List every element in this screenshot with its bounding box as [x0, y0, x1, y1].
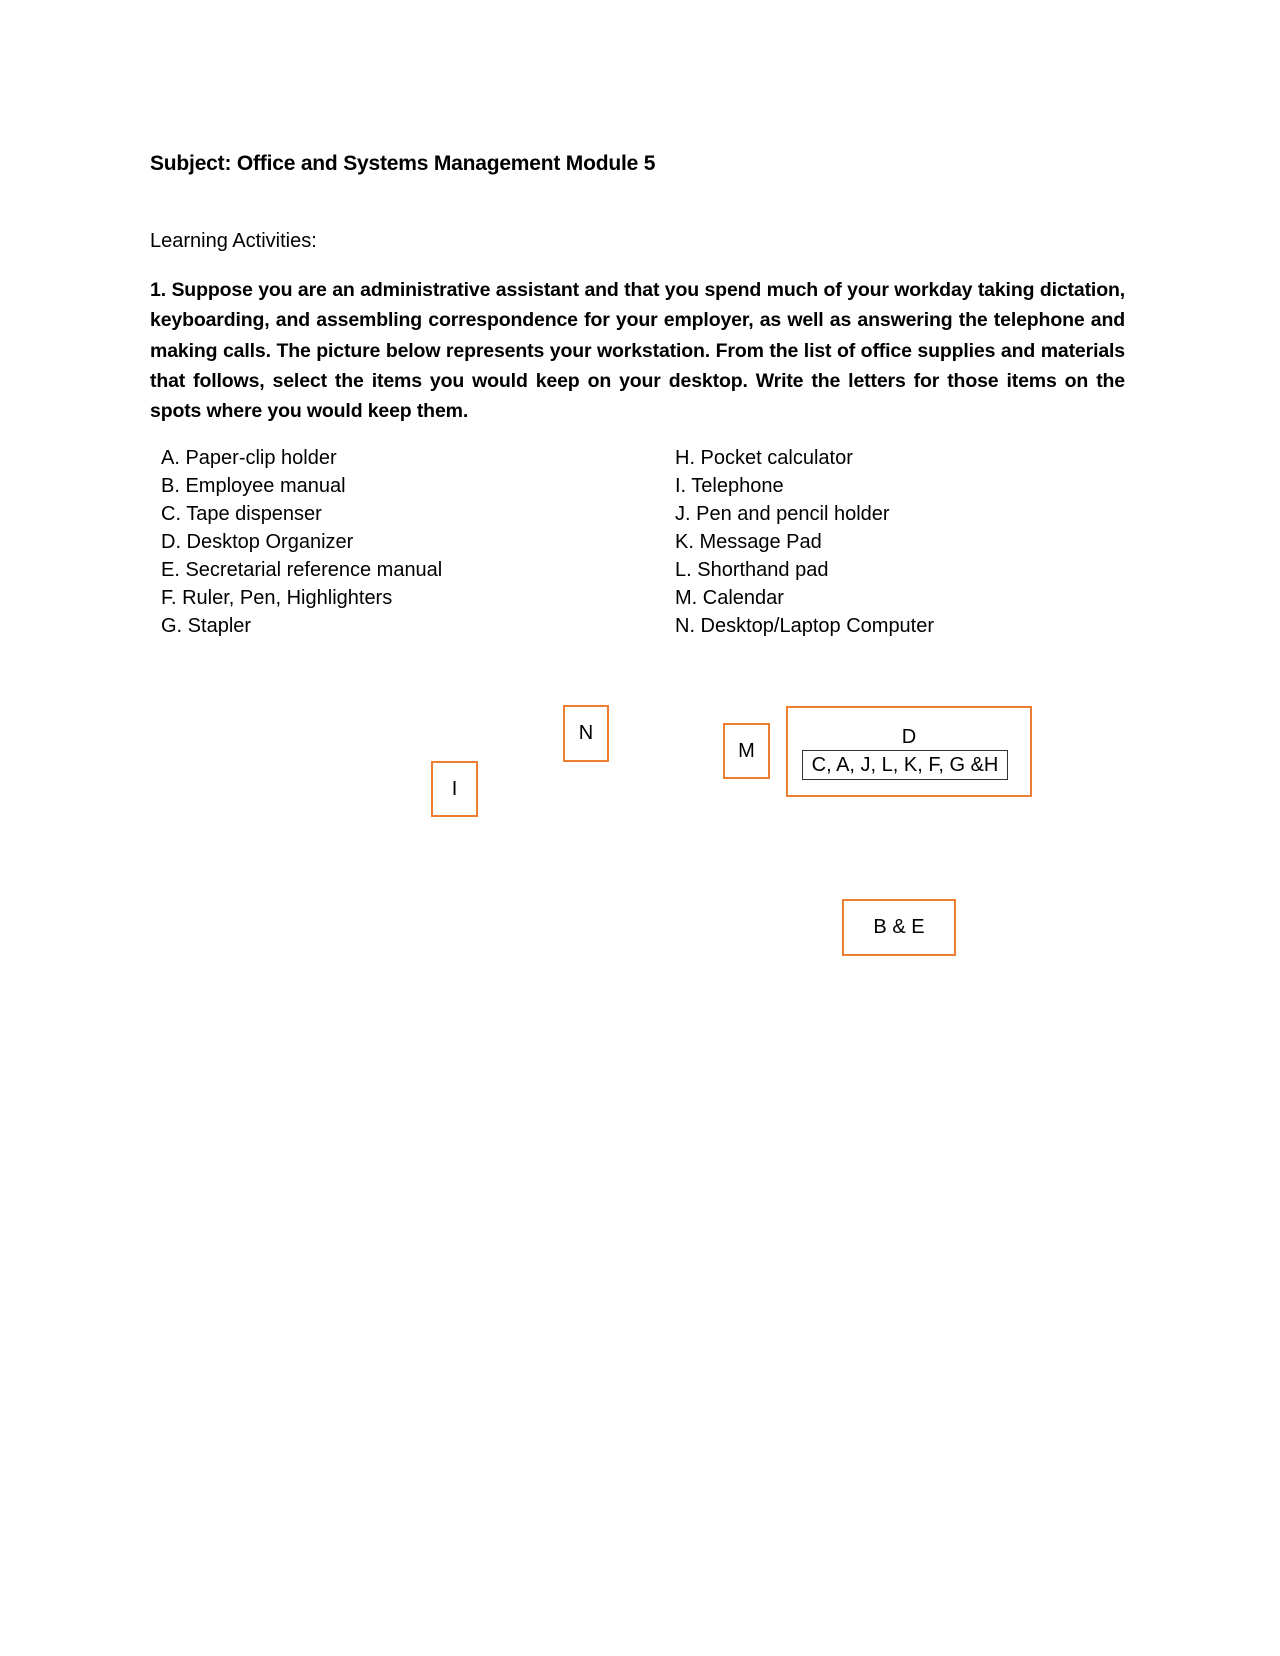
- list-item: D. Desktop Organizer: [161, 531, 354, 553]
- calendar-spot-box: M: [723, 723, 770, 779]
- telephone-spot-box: I: [431, 761, 478, 817]
- list-item: L. Shorthand pad: [675, 559, 829, 581]
- organizer-items-box: C, A, J, L, K, F, G &H: [802, 750, 1008, 780]
- list-item: A. Paper-clip holder: [161, 447, 337, 469]
- desktop-organizer-box: [786, 706, 1032, 797]
- list-item: C. Tape dispenser: [161, 503, 322, 525]
- document-subject: Subject: Office and Systems Management Module 5: [150, 152, 656, 175]
- supplies-list-left: [161, 444, 442, 640]
- organizer-label: D: [901, 726, 917, 748]
- question-text: 1. Suppose you are an administrative assistant and that you spend much of your workday taking dictation, keyboarding, and assembling correspondence for your employer, as well as answering the telephone and making calls. The picture below represents your workstation. From the list of office supplies and materials that follows, select the items you would keep on your desktop. Write the letters for those items on the spots where you would keep them.: [150, 279, 1125, 423]
- list-item: F. Ruler, Pen, Highlighters: [161, 587, 393, 609]
- supplies-list-right: [675, 444, 934, 640]
- list-item: N. Desktop/Laptop Computer: [675, 615, 935, 637]
- list-item: M. Calendar: [675, 587, 784, 609]
- computer-spot-box: N: [563, 705, 609, 762]
- list-item: J. Pen and pencil holder: [675, 503, 890, 525]
- list-item: E. Secretarial reference manual: [161, 559, 443, 581]
- list-item: H. Pocket calculator: [675, 447, 853, 469]
- list-item: I. Telephone: [675, 475, 784, 497]
- list-item: K. Message Pad: [675, 531, 822, 553]
- learning-activities-heading: Learning Activities:: [150, 230, 317, 252]
- list-item: B. Employee manual: [161, 475, 346, 497]
- list-item: G. Stapler: [161, 615, 252, 637]
- manuals-spot-box: B & E: [842, 899, 956, 956]
